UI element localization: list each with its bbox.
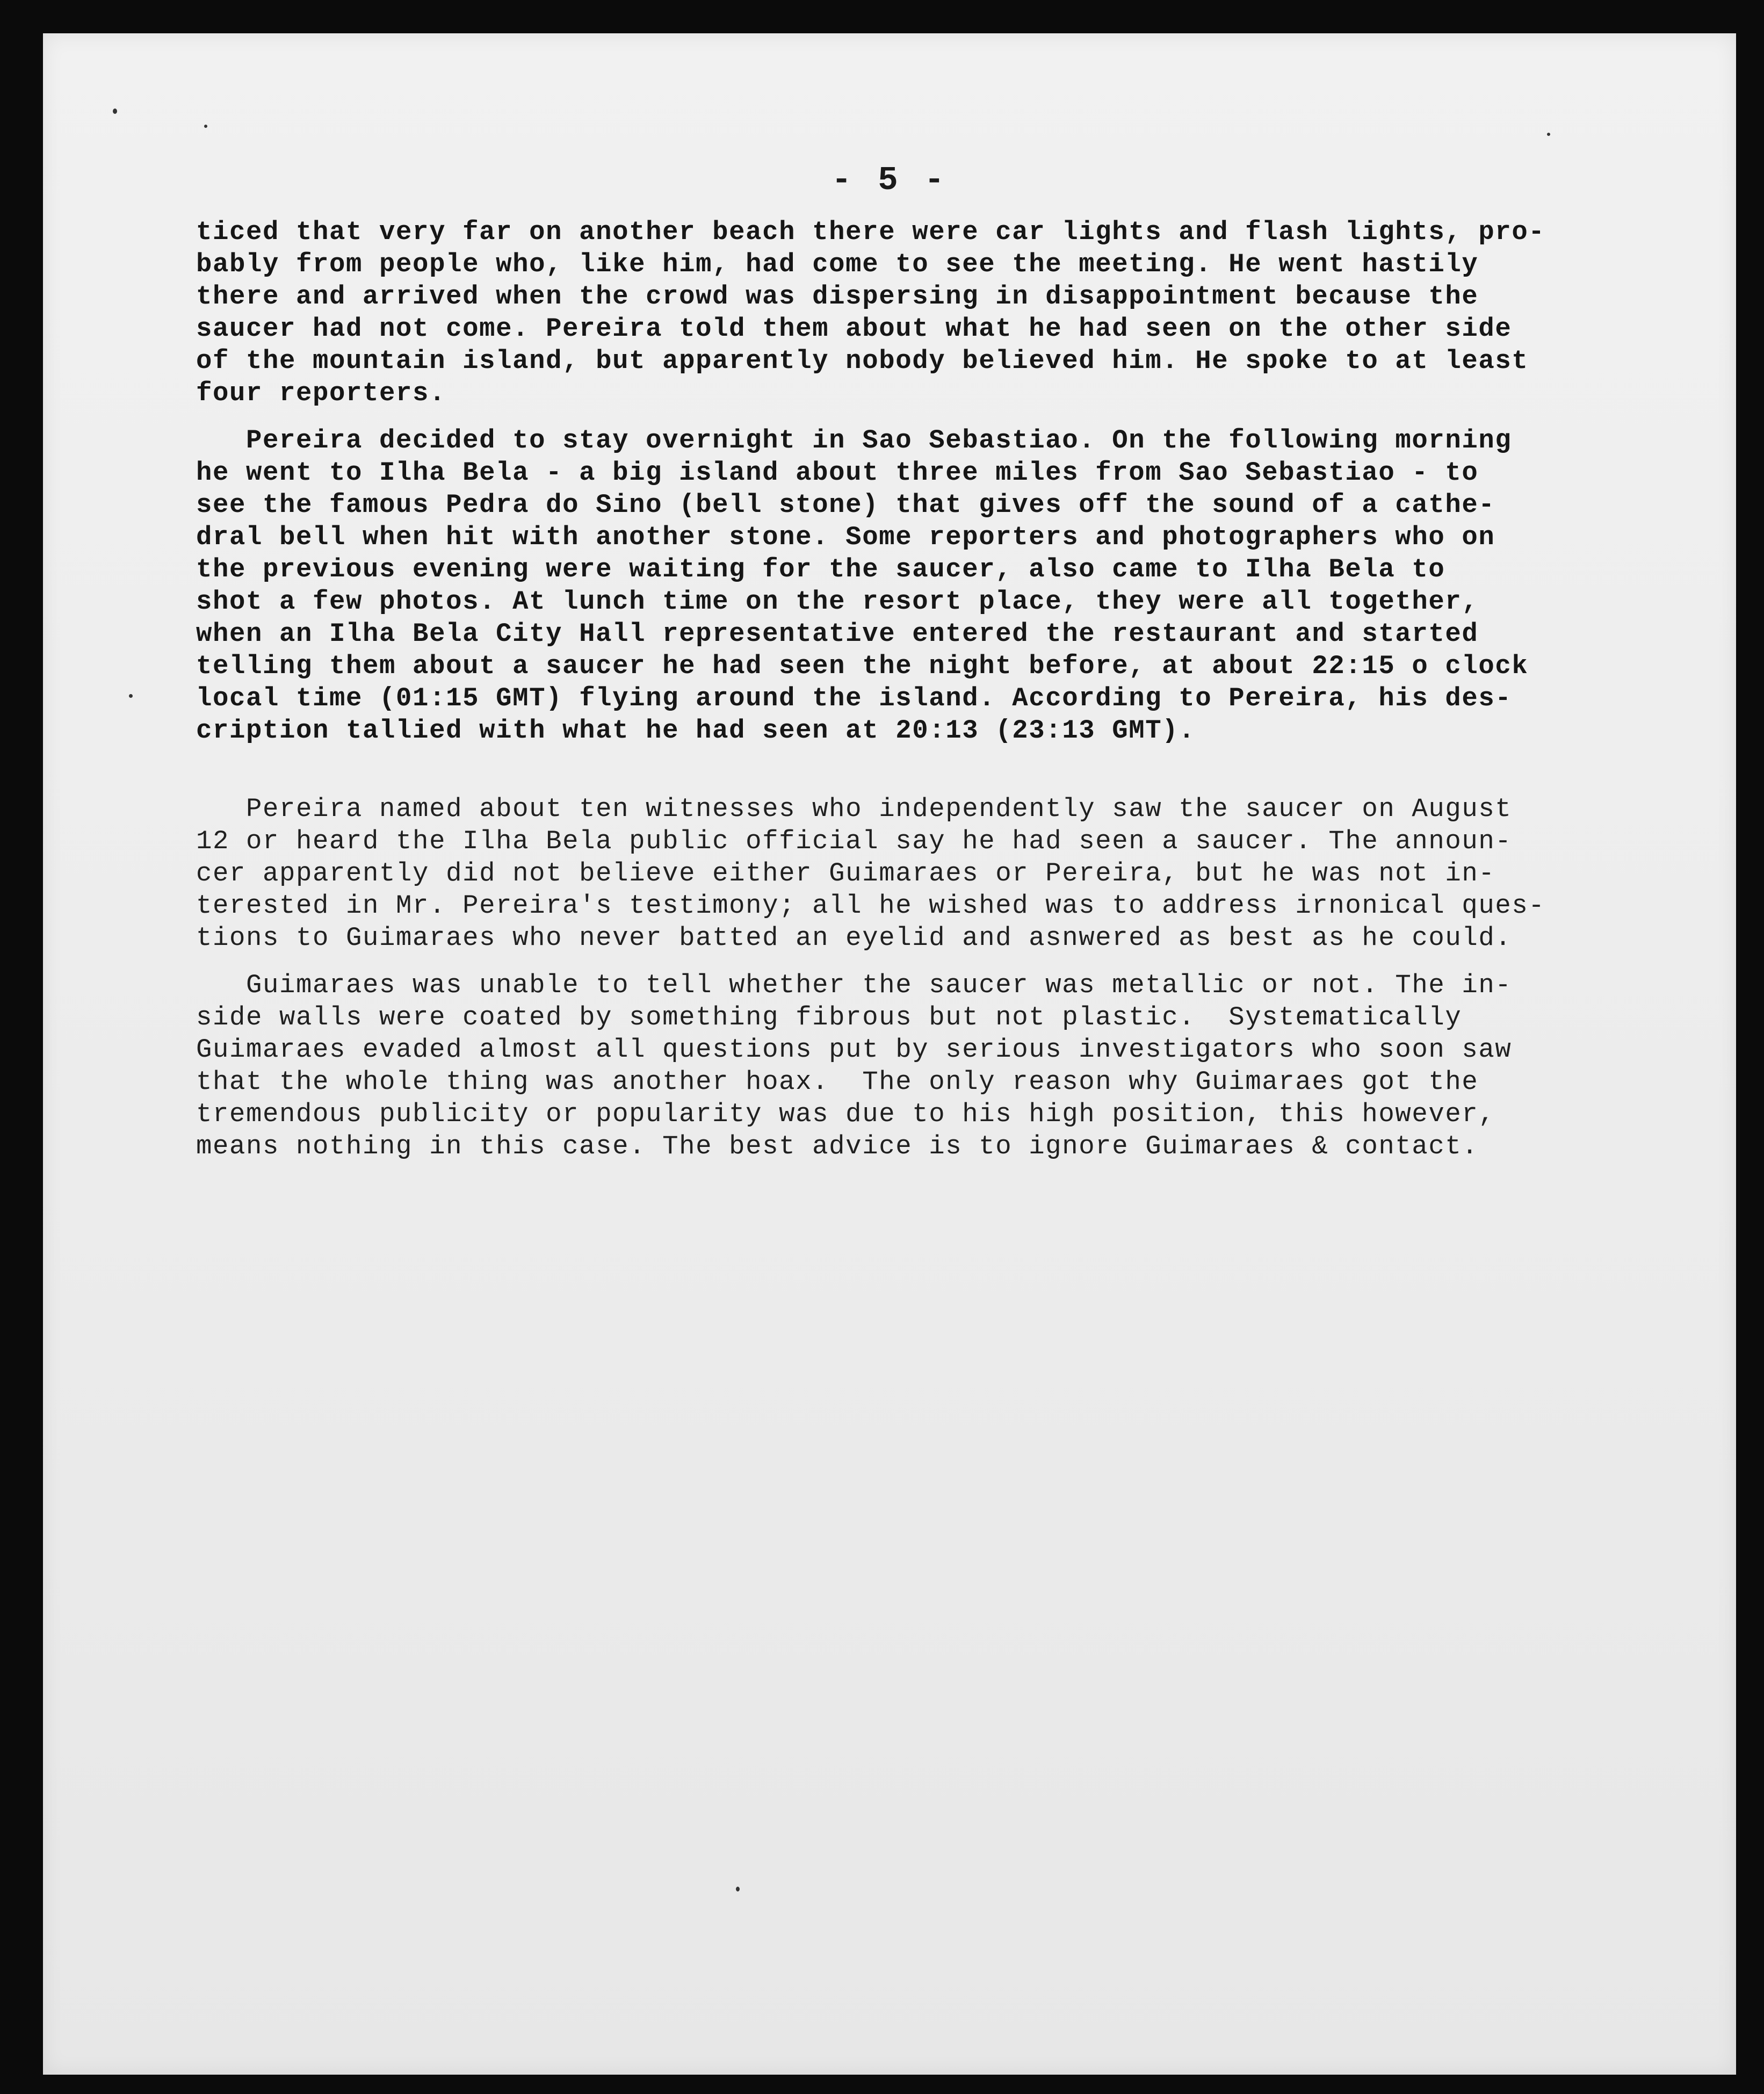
paragraph-3 xyxy=(196,793,1722,954)
text-line: saucer had not come. Pereira told them about what he had seen on the other side xyxy=(196,314,1512,344)
text-line: when an Ilha Bela City Hall representative entered the restaurant and started xyxy=(196,619,1479,649)
text-line: that the whole thing was another hoax. The only reason why Guimaraes got the xyxy=(196,1067,1479,1097)
text-line: tions to Guimaraes who never batted an eyelid and asnwered as best as he could. xyxy=(196,923,1512,953)
document-page xyxy=(43,33,1736,2075)
scan-speck xyxy=(113,109,117,114)
text-line: local time (01:15 GMT) flying around the island. According to Pereira, his des- xyxy=(196,683,1512,713)
text-line: see the famous Pedra do Sino (bell stone) that gives off the sound of a cathe- xyxy=(196,490,1495,520)
text-line: there and arrived when the crowd was dispersing in disappointment because the xyxy=(196,281,1479,312)
text-line: means nothing in this case. The best advice is to ignore Guimaraes & contact. xyxy=(196,1131,1479,1161)
text-line: tremendous publicity or popularity was due to his high position, this however, xyxy=(196,1099,1495,1129)
text-line: Guimaraes evaded almost all questions put by serious investigators who soon saw xyxy=(196,1035,1512,1065)
scan-speck xyxy=(204,125,207,128)
paragraph-2 xyxy=(196,424,1722,747)
text-line: Pereira decided to stay overnight in Sao Sebastiao. On the following morning xyxy=(196,425,1512,456)
text-line: bably from people who, like him, had come to see the meeting. He went hastily xyxy=(196,249,1479,279)
scan-speck xyxy=(736,1887,740,1891)
text-line: of the mountain island, but apparently nobody believed him. He spoke to at least xyxy=(196,346,1529,376)
text-line: dral bell when hit with another stone. Some reporters and photographers who on xyxy=(196,522,1495,552)
text-line: he went to Ilha Bela - a big island about three miles from Sao Sebastiao - to xyxy=(196,458,1479,488)
text-line: cription tallied with what he had seen at 20:13 (23:13 GMT). xyxy=(196,716,1196,746)
scan-speck xyxy=(129,694,133,698)
paragraph-4 xyxy=(196,969,1722,1162)
text-line: ticed that very far on another beach there were car lights and flash lights, pro- xyxy=(196,217,1545,247)
text-line: four reporters. xyxy=(196,378,446,408)
paragraph-1 xyxy=(196,216,1722,409)
text-line: Pereira named about ten witnesses who independently saw the saucer on August xyxy=(196,794,1512,824)
scan-speck xyxy=(1547,133,1550,136)
text-line: shot a few photos. At lunch time on the resort place, they were all together, xyxy=(196,587,1479,617)
text-line: Guimaraes was unable to tell whether the saucer was metallic or not. The in- xyxy=(196,970,1512,1000)
text-line: telling them about a saucer he had seen the night before, at about 22:15 o clock xyxy=(196,651,1529,681)
text-line: 12 or heard the Ilha Bela public official say he had seen a saucer. The announ- xyxy=(196,826,1512,856)
text-line: the previous evening were waiting for the saucer, also came to Ilha Bela to xyxy=(196,554,1445,584)
text-line: terested in Mr. Pereira's testimony; all he wished was to address irnonical ques- xyxy=(196,891,1545,921)
page-number: - 5 - xyxy=(831,161,948,199)
text-line: cer apparently did not believe either Guimaraes or Pereira, but he was not in- xyxy=(196,858,1495,889)
text-line: side walls were coated by something fibrous but not plastic. Systematically xyxy=(196,1002,1462,1032)
